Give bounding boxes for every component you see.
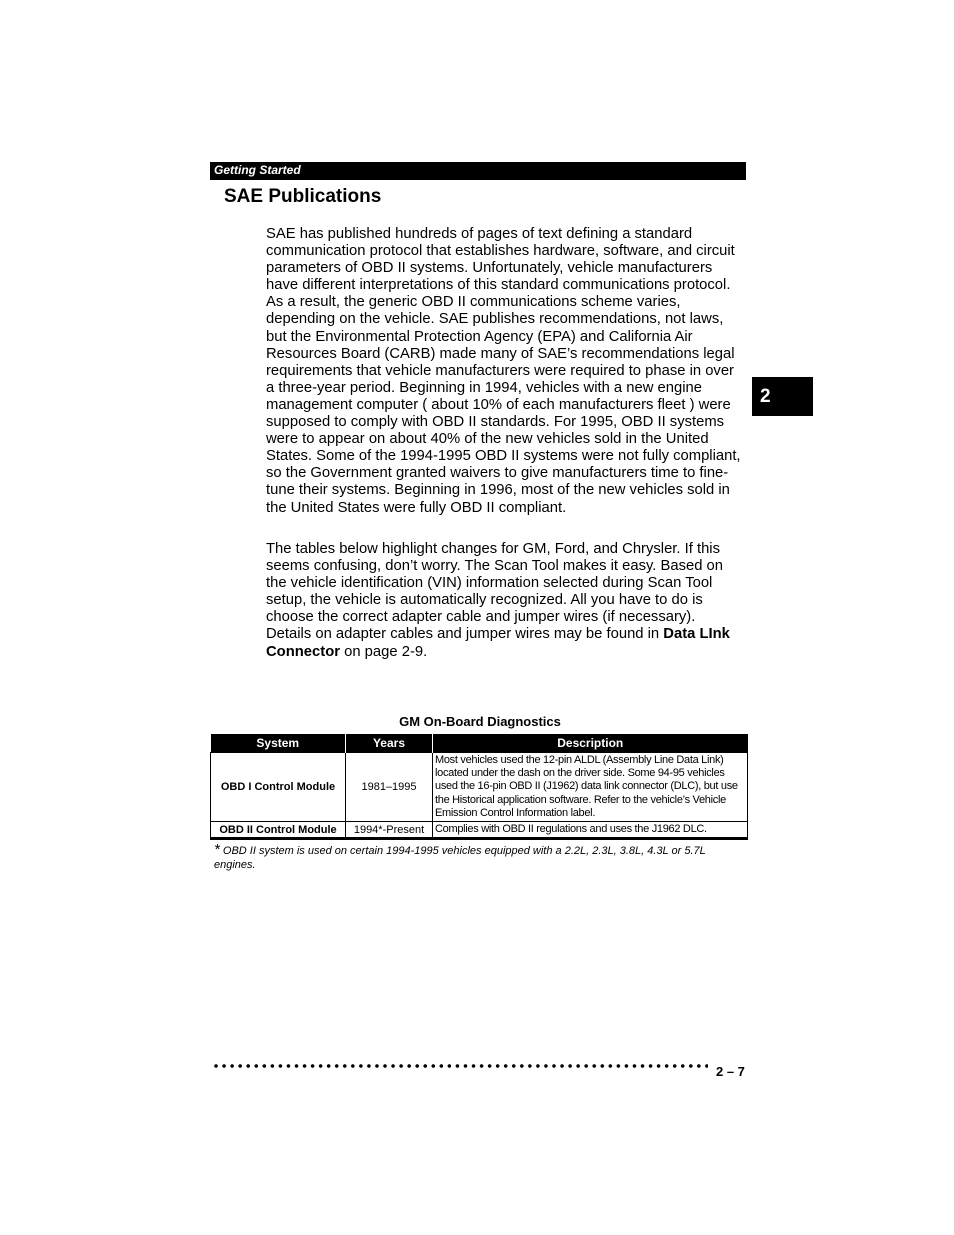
table-caption: GM On-Board Diagnostics	[399, 714, 561, 729]
column-header-system: System	[211, 734, 346, 753]
column-header-years: Years	[346, 734, 433, 753]
footer-dot-leader	[212, 1062, 708, 1070]
data-link-connector-reference: Data LInk Connector	[266, 626, 730, 660]
paragraph-tail: on page 2-9.	[340, 643, 428, 660]
cell-system: OBD II Control Module	[211, 822, 346, 839]
footnote-text: OBD II system is used on certain 1994-1995 vehicles equipped with a 2.2L, 2.3L, 3.8L, 4.3L or 5.7L engines.	[214, 845, 706, 871]
page-number: 2 – 7	[716, 1064, 745, 1079]
cell-description: Complies with OBD II regulations and uses the J1962 DLC.	[433, 822, 748, 839]
paragraph-text: The tables below highlight changes for GM, Ford, and Chrysler. If this seems confusing, don’t worry. The Scan Tool makes it easy. Based on the vehicle identification (VIN) information selected during Scan Tool setup, the vehicle is automatically recognized. All you have to do is choose the correct adapter cable and jumper wires (if necessary). Details on adapter cables and jumper wires may be found in	[266, 541, 724, 643]
cell-description: Most vehicles used the 12-pin ALDL (Assembly Line Data Link) located under the dash on the driver side. Some 94-95 vehicles used the 16-pin OBD II (J1962) data link connector (DLC), but use the Historical application software. Refer to the vehicle’s Vehicle Emission Control Information label.	[433, 753, 748, 822]
section-title: SAE Publications	[224, 186, 382, 207]
paragraph-sae-overview: SAE has published hundreds of pages of text defining a standard communication protocol that establishes hardware, software, and circuit parameters of OBD II systems. Unfortunately, vehicle manufacturers have different interpretations of this standard communications protocol. As a result, the generic OBD II communications scheme varies, depending on the vehicle. SAE publishes recommendations, not laws, but the Environmental Protection Agency (EPA) and California Air Resources Board (CARB) made many of SAE’s recommendations legal requirements that vehicle manufacturers were required to phase in over a three-year period. Beginning in 1994, vehicles with a new engine management computer ( about 10% of each manufacturers fleet ) were supposed to comply with OBD II standards. For 1995, OBD II systems were to appear on about 40% of the new vehicles sold in the United States. Some of the 1994-1995 OBD II systems were not fully compliant, so the Government granted waivers to give manufacturers time to fine-tune their systems. Beginning in 1996, most of the new vehicles sold in the United States were fully OBD II compliant.	[266, 226, 741, 516]
cell-years: 1981–1995	[346, 753, 433, 822]
table-header-row	[211, 734, 748, 753]
table-row	[211, 822, 748, 839]
paragraph-tables-intro	[266, 541, 744, 661]
chapter-tab: 2	[752, 377, 813, 416]
table-footnote	[214, 843, 744, 872]
running-header: Getting Started	[210, 162, 746, 180]
gm-obd-table	[210, 734, 748, 840]
cell-system: OBD I Control Module	[211, 753, 346, 822]
table-row	[211, 753, 748, 822]
column-header-description: Description	[433, 734, 748, 753]
cell-years: 1994*-Present	[346, 822, 433, 839]
footnote-marker: *	[214, 841, 220, 858]
